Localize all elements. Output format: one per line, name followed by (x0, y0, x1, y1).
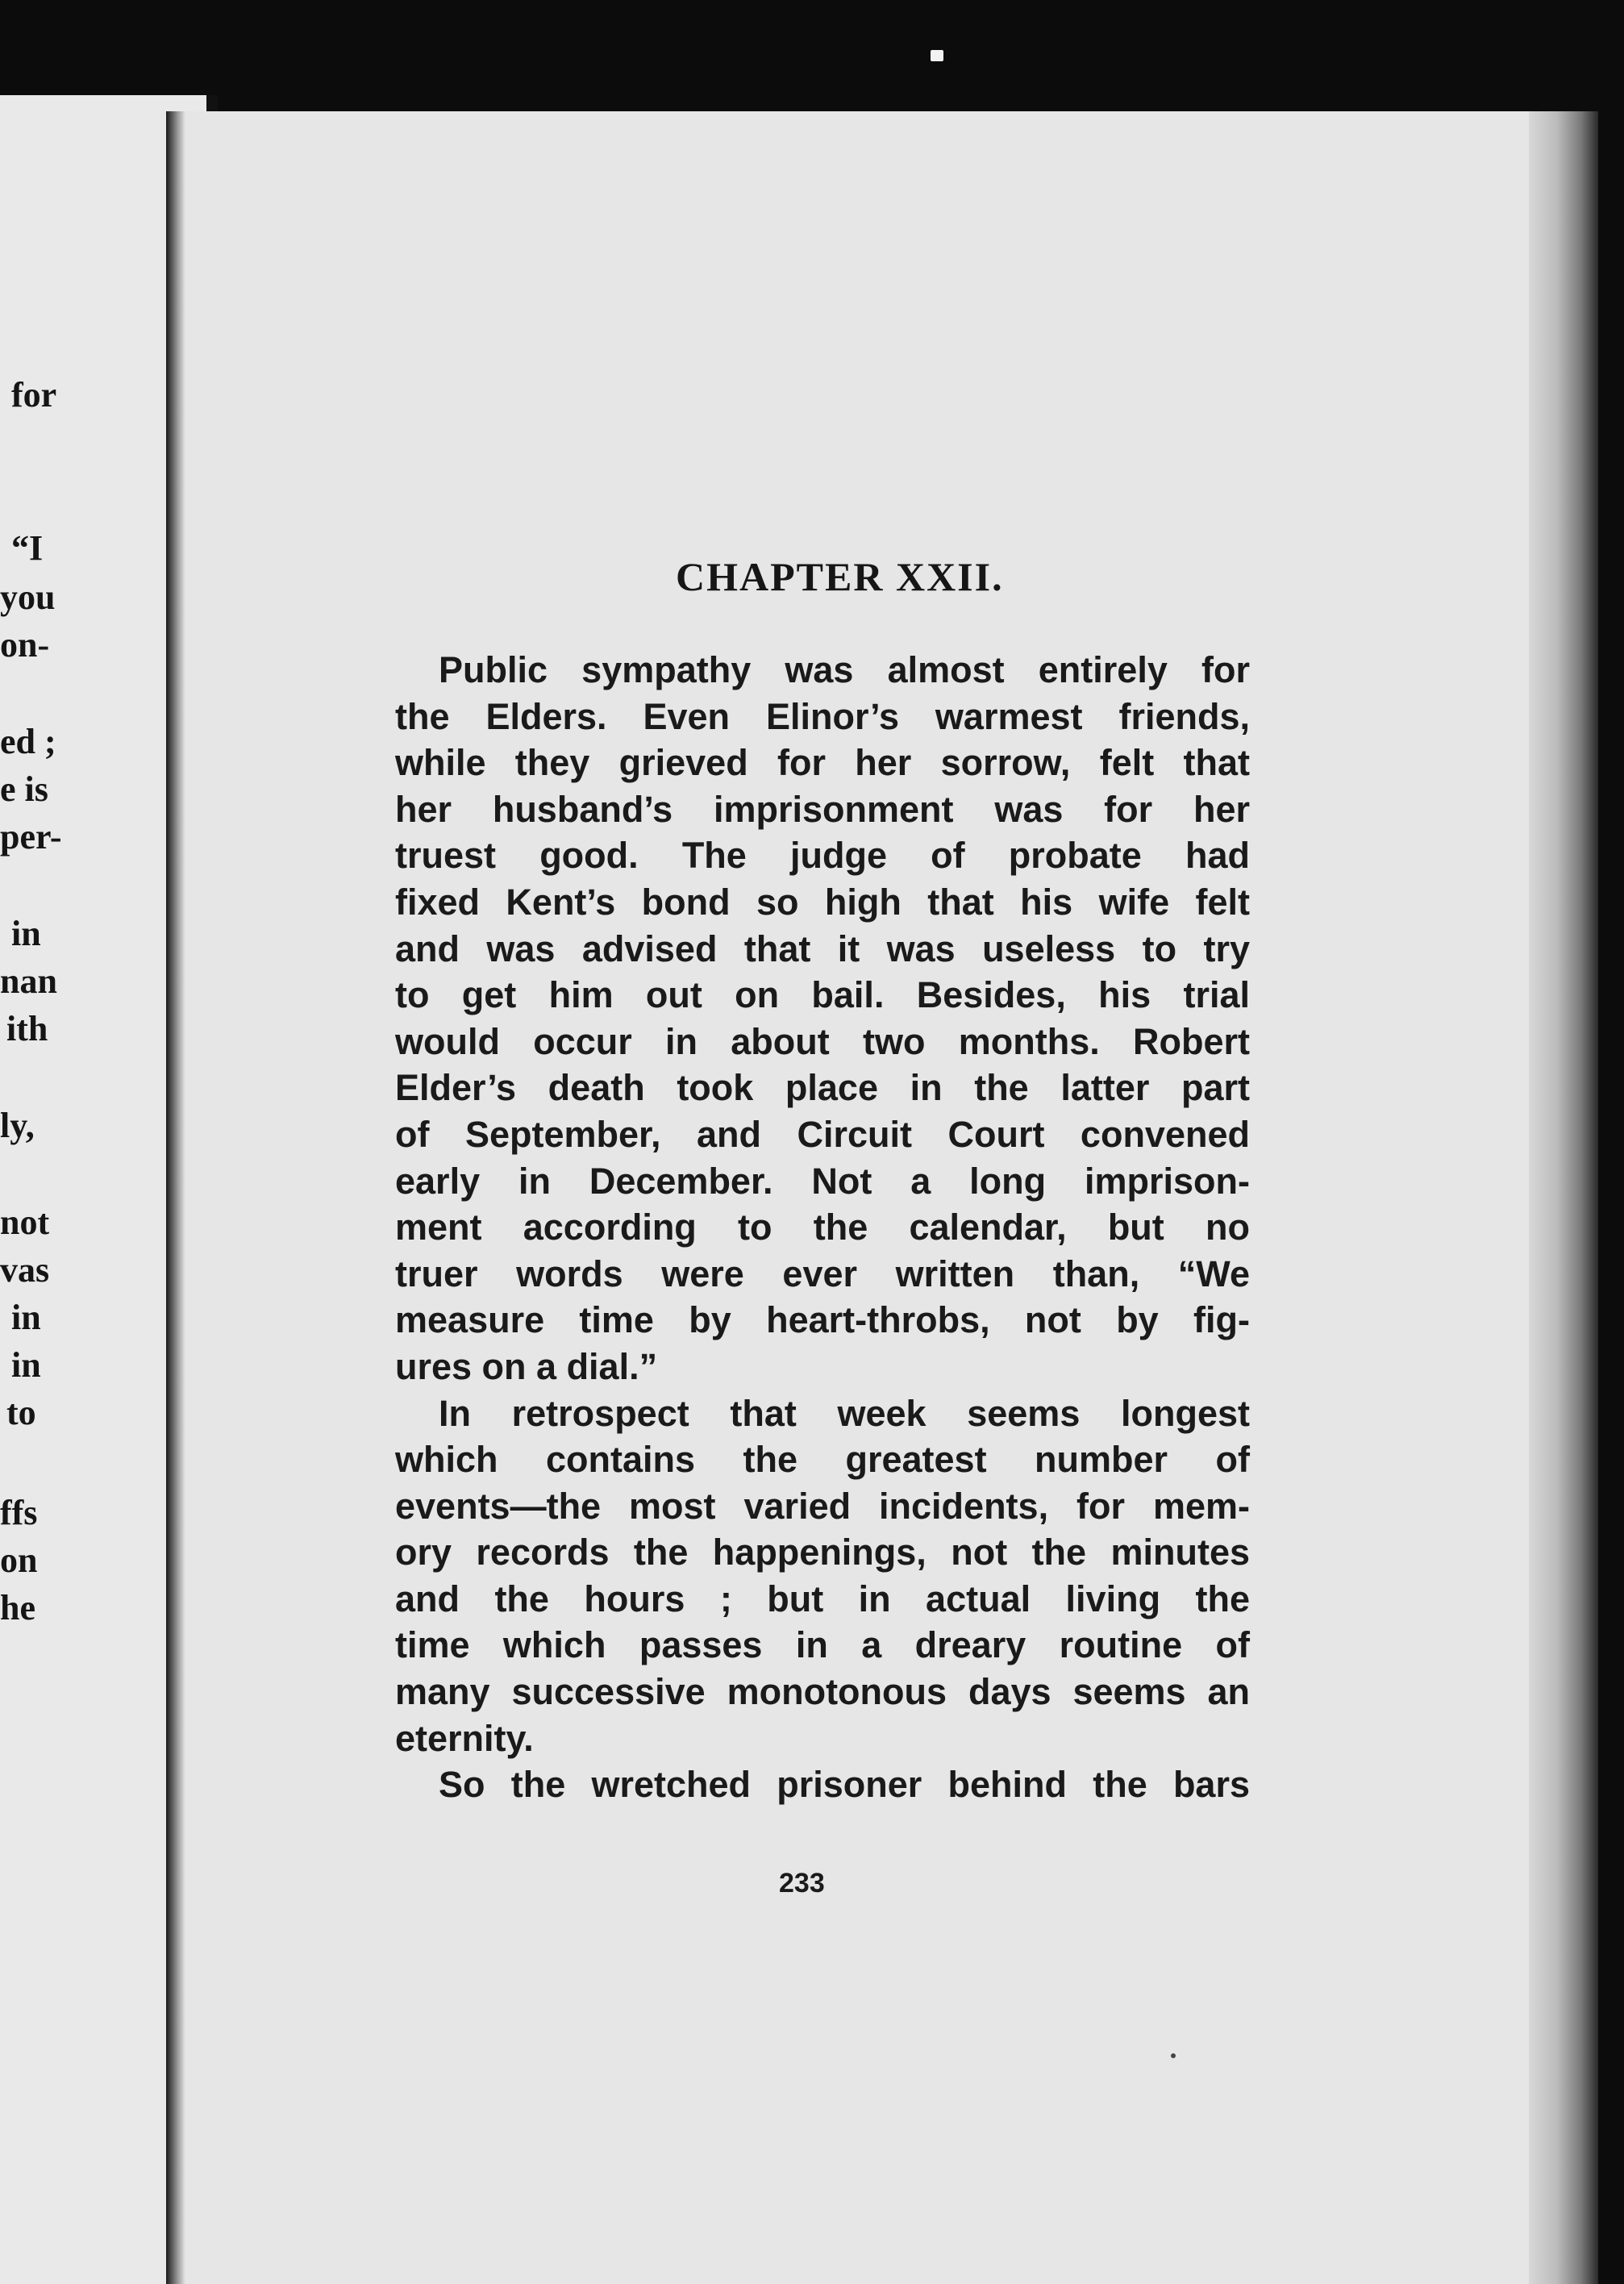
previous-page-fragment: in (11, 1345, 41, 1385)
text-line: while they grieved for her sorrow, felt that (395, 742, 1250, 784)
text-line: So the wretched prisoner behind the bars (439, 1764, 1250, 1806)
text-line: events—the most varied incidents, for mem- (395, 1485, 1250, 1527)
text-line: measure time by heart-throbs, not by fig- (395, 1299, 1250, 1341)
text-line: of September, and Circuit Court convened (395, 1113, 1250, 1155)
previous-page-fragment: on- (0, 625, 50, 665)
text-line: truest good. The judge of probate had (395, 835, 1250, 877)
text-line: time which passes in a dreary routine of (395, 1624, 1250, 1666)
previous-page-fragment: not (0, 1202, 50, 1242)
text-line: Elder’s death took place in the latter part (395, 1067, 1250, 1109)
previous-page-fragment: to (6, 1393, 36, 1432)
page-number: 233 (779, 1868, 825, 1898)
previous-page-fragment: for (11, 375, 57, 415)
previous-page-fragment: in (11, 1298, 41, 1337)
text-line: and the hours ; but in actual living the (395, 1578, 1250, 1619)
previous-page-fragment: in (11, 914, 41, 953)
text-line: many successive monotonous days seems an (395, 1671, 1250, 1713)
text-line: and was advised that it was useless to try (395, 927, 1250, 969)
text-line: her husband’s imprisonment was for her (395, 788, 1250, 830)
text-line: would occur in about two months. Robert (395, 1020, 1250, 1062)
text-line: fixed Kent’s bond so high that his wife felt (395, 881, 1250, 923)
text-line: Public sympathy was almost entirely for (439, 649, 1250, 690)
previous-page-fragment: vas (0, 1250, 50, 1290)
previous-page-fragment: ffs (0, 1493, 38, 1532)
previous-page-fragment: ly, (0, 1106, 35, 1145)
scan-speck (1171, 2053, 1176, 2058)
previous-page-fragment: ith (6, 1009, 48, 1048)
text-line: to get him out on bail. Besides, his trial (395, 974, 1250, 1016)
body-text (395, 647, 1250, 1808)
spine-shadow (166, 111, 185, 2284)
text-line: ures on a dial.” (395, 1345, 658, 1387)
text-line: In retrospect that week seems longest (439, 1392, 1250, 1434)
text-line: ment according to the calendar, but no (395, 1207, 1250, 1248)
text-line: truer words were ever written than, “We (395, 1252, 1250, 1294)
previous-page-fragment: nan (0, 961, 57, 1001)
previous-page-fragment: “I (11, 528, 44, 568)
previous-page-fragment: you (0, 577, 56, 617)
text-line: eternity. (395, 1717, 534, 1759)
previous-page-fragment: on (0, 1540, 38, 1580)
text-line: which contains the greatest number of (395, 1439, 1250, 1481)
text-line: early in December. Not a long imprison- (395, 1160, 1250, 1202)
previous-page-fragment: per- (0, 817, 62, 856)
scan-artifact-mark (931, 50, 943, 61)
chapter-heading: CHAPTER XXII. (676, 554, 1004, 599)
text-line: ory records the happenings, not the minutes (395, 1532, 1250, 1573)
previous-page-fragment: ed ; (0, 722, 56, 761)
page-edge-shadow (1529, 111, 1598, 2284)
previous-page-fragment: he (0, 1588, 35, 1628)
text-line: the Elders. Even Elinor’s warmest friends, (395, 695, 1250, 737)
previous-page-fragment: e is (0, 769, 48, 809)
